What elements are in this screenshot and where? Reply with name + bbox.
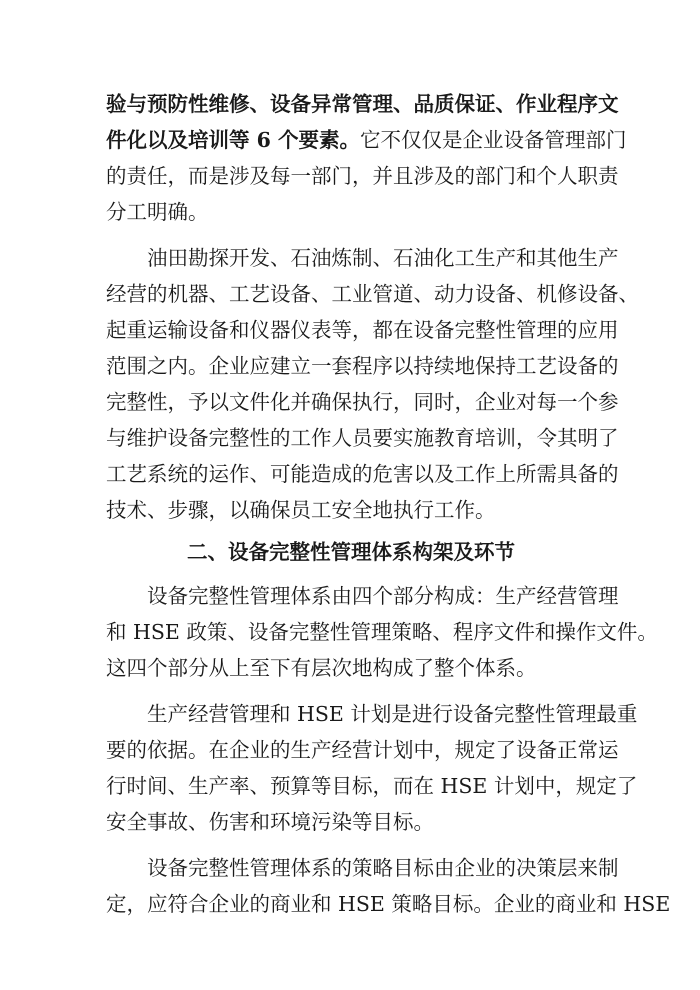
text-line: [106, 732, 619, 768]
text-segment: 技术、步骤，以确保员工安全地执行工作。: [106, 498, 496, 522]
text-segment: 要的依据。在企业的生产经营计划中，规定了设备正常运: [106, 738, 619, 762]
text-line: [106, 886, 671, 922]
text-line: [106, 194, 596, 230]
text-segment: 安全事故、伤害和环境污染等目标。: [106, 810, 434, 834]
text-segment: 设备完整性管理体系由四个部分构成：生产经营管理: [106, 584, 619, 608]
text-segment: 定，应符合企业的商业和 HSE 策略目标。企业的商业和 HSE: [106, 892, 671, 916]
text-line: [106, 240, 619, 276]
text-segment: 起重运输设备和仪器仪表等，都在设备完整性管理的应用: [106, 318, 619, 342]
text-segment: 和 HSE 政策、设备完整性管理策略、程序文件和操作文件。: [106, 620, 658, 644]
text-line: [106, 768, 638, 804]
text-line: [106, 348, 619, 384]
text-line: [106, 456, 619, 492]
text-line: [106, 850, 619, 886]
text-segment: 的责任，而是涉及每一部门，并且涉及的部门和个人职责: [106, 164, 619, 188]
text-segment: 设备完整性管理体系的策略目标由企业的决策层来制: [106, 856, 619, 880]
text-segment: 完整性，予以文件化并确保执行，同时，企业对每一个参: [106, 390, 619, 414]
text-line: [106, 420, 619, 456]
text-line: [106, 384, 619, 420]
text-segment: 行时间、生产率、预算等目标，而在 HSE 计划中，规定了: [106, 774, 638, 798]
text-segment: 油田勘探开发、石油炼制、石油化工生产和其他生产: [106, 246, 619, 270]
text-segment: 验与预防性维修、设备异常管理、品质保证、作业程序文: [106, 92, 619, 116]
text-segment: 这四个部分从上至下有层次地构成了整个体系。: [106, 656, 537, 680]
text-line: [106, 158, 619, 194]
text-line: [106, 276, 639, 312]
text-line: [106, 312, 619, 348]
text-segment: 经营的机器、工艺设备、工业管道、动力设备、机修设备、: [106, 282, 639, 306]
text-segment: 范围之内。企业应建立一套程序以持续地保持工艺设备的: [106, 354, 619, 378]
text-segment: 与维护设备完整性的工作人员要实施教育培训，令其明了: [106, 426, 619, 450]
text-line: [106, 122, 627, 158]
text-line: [106, 492, 596, 528]
text-line: [106, 86, 619, 122]
text-line: [106, 578, 619, 614]
text-line: [106, 614, 658, 650]
section-heading: 二、设备完整性管理体系构架及环节: [187, 540, 515, 564]
text-segment: 分工明确。: [106, 200, 209, 224]
text-line: [106, 804, 596, 840]
text-segment: 生产经营管理和 HSE 计划是进行设备完整性管理最重: [106, 702, 638, 726]
text-segment: 件化以及培训等 6 个要素。: [106, 128, 361, 152]
text-segment: 它不仅仅是企业设备管理部门: [360, 128, 627, 152]
text-line: [106, 650, 596, 686]
text-segment: 工艺系统的运作、可能造成的危害以及工作上所需具备的: [106, 462, 619, 486]
text-line: [106, 696, 638, 732]
